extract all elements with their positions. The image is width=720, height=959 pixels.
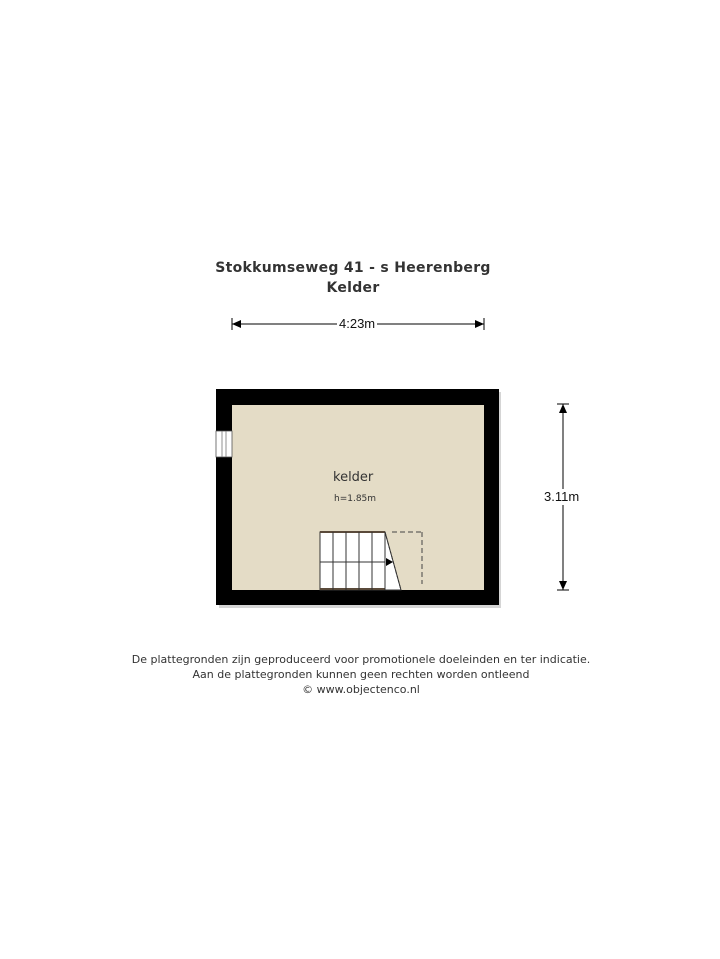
disclaimer [0,652,720,697]
room-name: kelder [333,470,374,485]
copyright-line: © www.objectenco.nl [302,683,420,696]
width-dimension-label: 4:23m [339,316,376,331]
height-dimension-label: 3.11m [544,489,580,504]
window [216,431,232,457]
disclaimer-line-1: De plattegronden zijn geproduceerd voor promotionele doeleinden en ter indicatie. [131,653,591,666]
disclaimer-line-2: Aan de plattegronden kunnen geen rechten worden ontleend [192,668,530,681]
floor-title: Kelder [326,280,380,296]
address-title: Stokkumseweg 41 - s Heerenberg [215,260,491,276]
room-ceiling-height: h=1.85m [334,494,377,504]
